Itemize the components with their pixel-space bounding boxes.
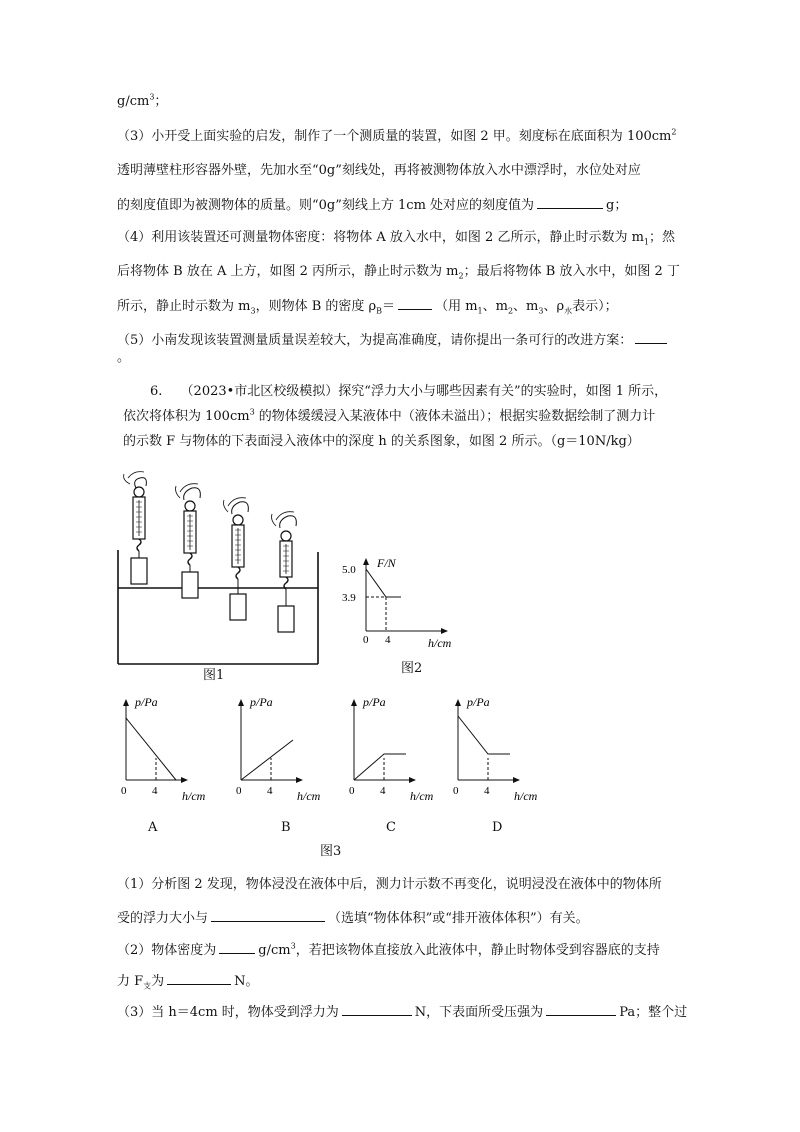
s3-text-1c: Pa；整个过 [619, 1005, 688, 1020]
spring-scale-3 [224, 498, 249, 620]
s3-text-1: （3）当 h＝4cm 时，物体受到浮力为 [117, 1005, 339, 1020]
q5-line1 [117, 331, 670, 349]
q4-text-3g: 、ρ [543, 299, 565, 314]
option-a-origin: 0 [121, 785, 127, 797]
q3-line2: 透明薄壁柱形容器外壁，先加水至“0g”刻线处，再将被测物体放入水中漂浮时，水位处对应 [117, 163, 641, 178]
fig2-y-label: F/N [377, 556, 396, 570]
option-b-y-label: p/Pa [250, 695, 273, 709]
option-d-x-tick: 4 [484, 785, 490, 797]
option-c-x-label: h/cm [410, 789, 434, 803]
q4-s1: 1 [477, 306, 483, 316]
q3-line1 [117, 129, 676, 145]
q4-sub-b: B [376, 306, 383, 316]
s3-line1 [117, 1003, 687, 1021]
p6-line1 [150, 384, 667, 400]
option-c-graph [349, 695, 434, 803]
spring-scale-4 [272, 512, 297, 632]
s3-pressure-blank[interactable] [546, 1003, 616, 1016]
option-b-graph [236, 695, 321, 803]
unit-tail: ； [154, 94, 168, 109]
s2-text-1: （2）物体密度为 [117, 943, 217, 958]
s3-text-1b: N，下表面所受压强为 [414, 1005, 544, 1020]
fig2-origin: 0 [363, 634, 369, 646]
option-d-label[interactable]: D [492, 820, 503, 835]
s2-line1 [117, 941, 660, 959]
q5-line2: 。 [117, 350, 131, 365]
q4-sub-3: 3 [250, 306, 256, 316]
option-c-x-tick: 4 [380, 785, 386, 797]
q4-eq: ＝ [382, 299, 396, 314]
object-1 [131, 558, 147, 584]
figure-2-caption: 图2 [401, 661, 423, 676]
option-b-x-tick: 4 [267, 785, 273, 797]
q4-s2: 2 [507, 306, 514, 316]
q4-sub-1: 1 [643, 237, 650, 247]
s1-text-2b: （选填“物体体积”或“排开液体体积”）有关。 [328, 911, 589, 926]
s2-text-2c: N。 [234, 974, 259, 989]
q4-text-3: 所示，静止时示数为 m [117, 299, 251, 314]
option-d-y-label: p/Pa [467, 695, 490, 709]
q4-sub-water: 水 [564, 306, 573, 316]
s2-text-2b: 为 [151, 974, 165, 989]
p6-number: 6. [150, 384, 163, 399]
q4-answer-blank[interactable] [398, 297, 432, 310]
option-c-label[interactable]: C [386, 820, 396, 835]
unit-line [117, 94, 167, 110]
p6-line2 [123, 409, 655, 425]
figure-3-options [118, 690, 558, 810]
q4-text-3d: （用 m [435, 299, 478, 314]
s2-unit: g/cm [258, 943, 291, 958]
option-d-x-label: h/cm [514, 789, 538, 803]
q3-answer-blank[interactable] [537, 196, 603, 209]
s2-sup: 3 [290, 941, 296, 951]
fig2-x-tick: 4 [385, 634, 391, 646]
unit-sup: 3 [149, 92, 155, 102]
option-b-origin: 0 [236, 785, 242, 797]
figure-1-caption: 图1 [203, 668, 225, 683]
q4-text-1b: ；然 [649, 230, 676, 245]
option-a-x-label: h/cm [182, 789, 206, 803]
option-a-y-label: p/Pa [135, 695, 158, 709]
fig2-x-label: h/cm [428, 636, 452, 650]
q4-text-3e: 、m [482, 299, 508, 314]
fig2-y-tick-top: 5.0 [342, 564, 356, 576]
q3-line3 [117, 196, 627, 214]
q4-line1 [117, 230, 675, 246]
option-a-x-tick: 4 [152, 785, 158, 797]
s3-buoyancy-blank[interactable] [342, 1003, 412, 1016]
q3-text-3b: g； [606, 198, 628, 213]
s2-force-blank[interactable] [167, 972, 231, 985]
object-4 [278, 606, 294, 632]
s2-density-blank[interactable] [219, 941, 255, 954]
q4-line3 [117, 297, 618, 315]
q5-answer-blank[interactable] [635, 331, 667, 344]
s2-text-2: 力 F [117, 974, 144, 989]
p6-text-2: 依次将体积为 100cm [123, 409, 250, 424]
p6-text-1: （2023•市北区校级模拟）探究“浮力大小与哪些因素有关”的实验时，如图 1 所示， [180, 384, 668, 399]
option-c-y-label: p/Pa [363, 695, 386, 709]
p6-sup: 3 [249, 407, 255, 417]
option-d-origin: 0 [453, 785, 459, 797]
fig2-y-arrow [363, 558, 369, 565]
q4-s3: 3 [538, 306, 544, 316]
s2-sub: 支 [143, 981, 152, 991]
option-c-origin: 0 [349, 785, 355, 797]
option-b-x-label: h/cm [297, 789, 321, 803]
option-a-label[interactable]: A [148, 820, 158, 835]
q4-text-2b: ；最后将物体 B 放入水中，如图 2 丁 [463, 264, 680, 279]
s1-line2 [117, 909, 589, 927]
option-a-graph [121, 695, 206, 803]
q4-text-3f: 、m [513, 299, 539, 314]
p6-text-2b: 的物体缓缓浸入某液体中（液体未溢出）；根据实验数据绘制了测力计 [254, 409, 656, 424]
q4-text-1: （4）利用该装置还可测量物体密度：将物体 A 放入水中，如图 2 乙所示，静止时示数为 m [117, 230, 644, 245]
s1-text-2: 受的浮力大小与 [117, 911, 209, 926]
s1-answer-blank[interactable] [211, 909, 325, 922]
fig2-series-line [366, 569, 401, 597]
q3-text-3: 的刻度值即为被测物体的质量。则“0g”刻线上方 1cm 处对应的刻度值为 [117, 198, 535, 213]
object-3 [230, 594, 246, 620]
spring-scale-1 [124, 472, 147, 584]
s1-line1: （1）分析图 2 发现，物体浸没在液体中后，测力计示数不再变化，说明浸没在液体中的物体所 [117, 877, 662, 892]
object-2 [182, 572, 198, 598]
option-d-graph [453, 695, 538, 803]
unit-text: g/cm [117, 94, 150, 109]
fig2-y-tick-mid: 3.9 [342, 592, 356, 604]
q5-text: （5）小南发现该装置测量质量误差较大，为提高准确度，请你提出一条可行的改进方案： [117, 333, 633, 348]
fig2-x-arrow [441, 628, 448, 634]
option-b-label[interactable]: B [281, 820, 291, 835]
p6-line3: 的示数 F 与物体的下表面浸入液体中的深度 h 的关系图象，如图 2 所示。（g＝10N/kg） [123, 434, 640, 449]
spring-scale-2 [176, 484, 201, 598]
figure-3-caption: 图3 [320, 844, 342, 859]
q4-text-2: 后将物体 B 放在 A 上方，如图 2 丙所示，静止时示数为 m [117, 264, 459, 279]
figure-1-apparatus [114, 470, 324, 688]
q4-sub-2: 2 [458, 271, 464, 281]
q4-line2 [117, 264, 680, 280]
q4-text-3i: 表示）； [572, 299, 618, 314]
q3-text-1: （3）小开受上面实验的启发，制作了一个测质量的装置，如图 2 甲。刻度标在底面积为 100cm [117, 129, 672, 144]
q3-sup: 2 [671, 127, 677, 137]
s2-line2 [117, 972, 259, 990]
s2-text-1c: ，若把该物体直接放入此液体中，静止时物体受到容器底的支持 [295, 943, 660, 958]
q4-text-3b: ，则物体 B 的密度 ρ [255, 299, 377, 314]
figure-2-graph [340, 555, 470, 655]
